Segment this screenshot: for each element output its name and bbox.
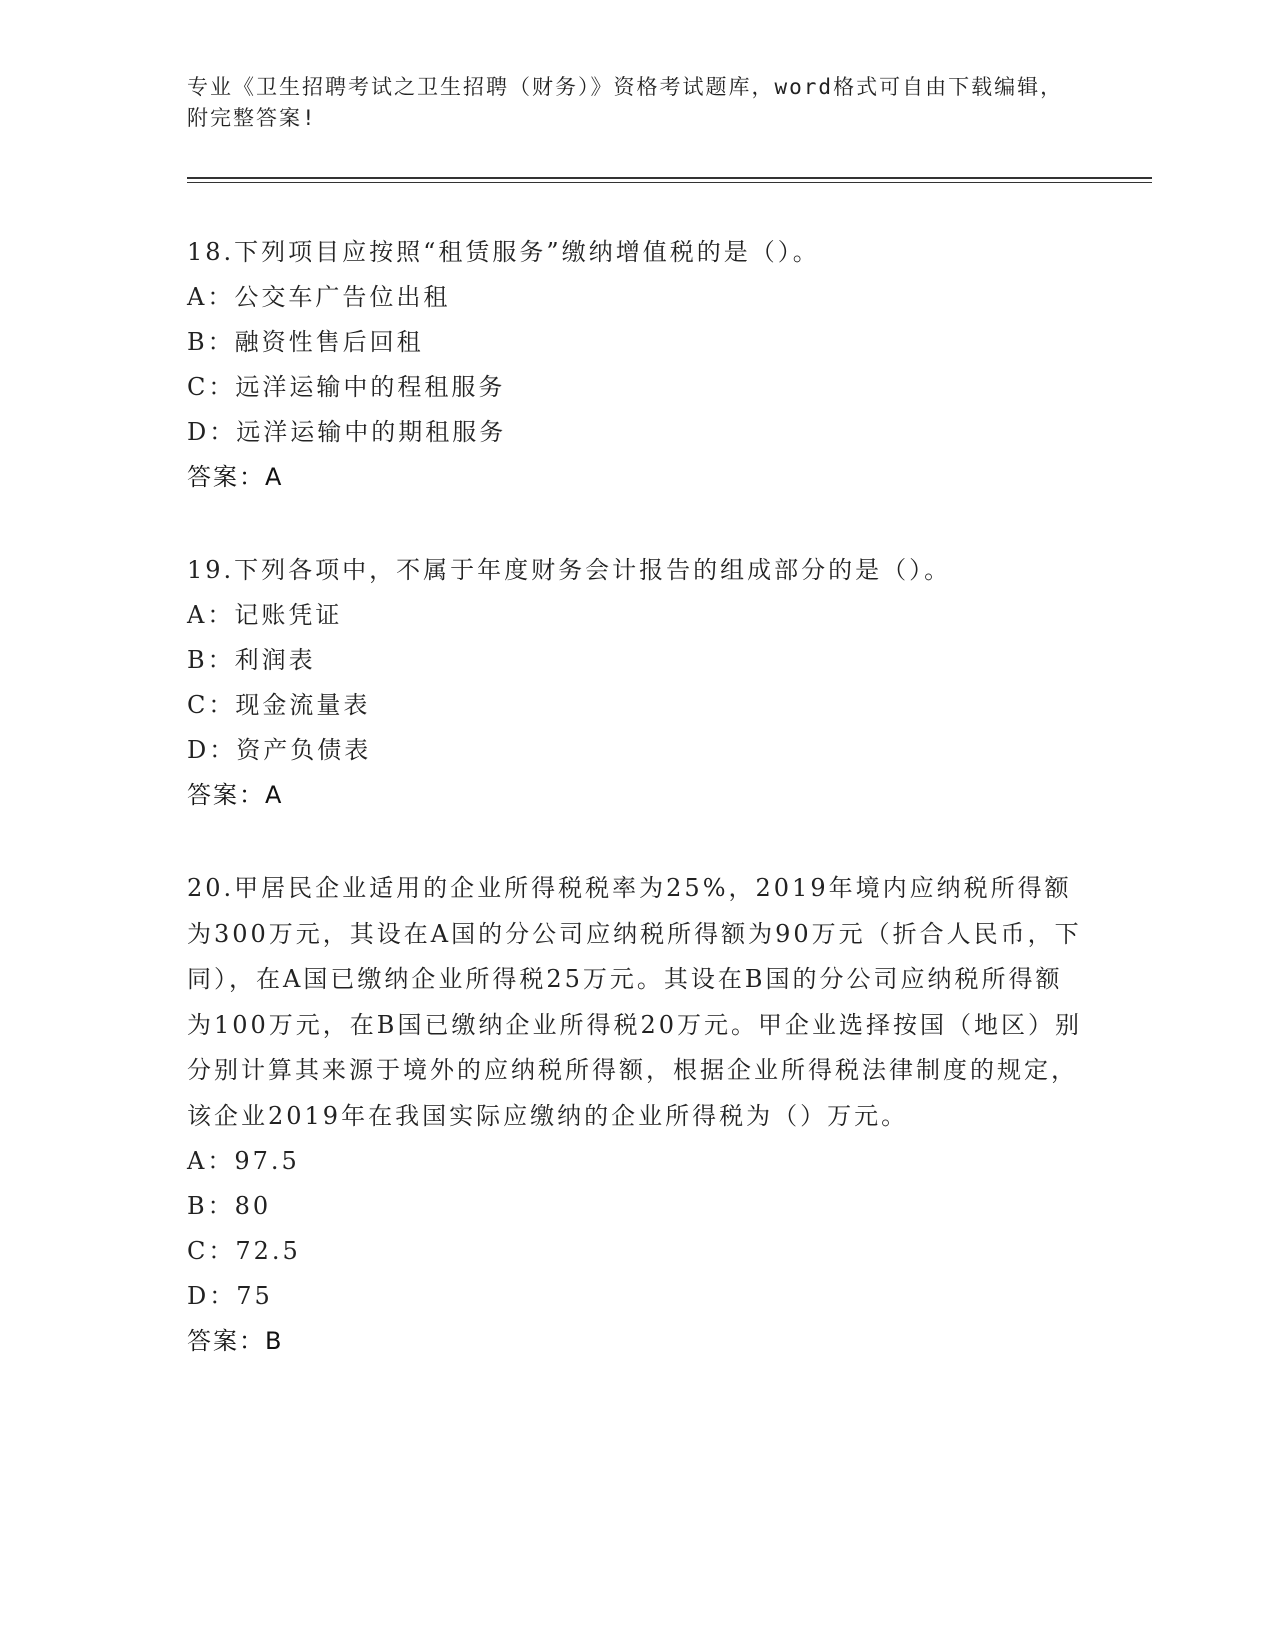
- question-18: [187, 230, 1087, 500]
- question-stem: 20.甲居民企业适用的企业所得税税率为25%，2019年境内应纳税所得额为300万元，其设在A国的分公司应纳税所得额为90万元（折合人民币，下同），在A国已缴纳企业所得税25万元。其设在B国的分公司应纳税所得额为100万元，在B国已缴纳企业所得税20万元。甲企业选择按国（地区）别分别计算其来源于境外的应纳税所得额，根据企业所得税法律制度的规定，该企业2019年在我国实际应缴纳的企业所得税为（）万元。: [187, 874, 1082, 1130]
- document-header: 专业《卫生招聘考试之卫生招聘（财务）》资格考试题库，word格式可自由下载编辑，附完整答案!: [187, 75, 1064, 130]
- option-b: B：利润表: [187, 646, 316, 674]
- option-d: D：75: [187, 1282, 273, 1310]
- answer: 答案：A: [187, 781, 284, 809]
- answer: 答案：B: [187, 1327, 284, 1355]
- option-c: C：现金流量表: [187, 691, 371, 719]
- option-c: C：72.5: [187, 1237, 301, 1265]
- option-b: B：80: [187, 1192, 272, 1220]
- answer: 答案：A: [187, 463, 284, 491]
- header-rule-thin: [187, 182, 1152, 183]
- option-a: A：记账凭证: [187, 601, 343, 629]
- option-a: A：公交车广告位出租: [187, 283, 451, 311]
- option-b: B：融资性售后回租: [187, 328, 424, 356]
- question-20: [187, 866, 1087, 1364]
- question-stem: 18.下列项目应按照“租赁服务”缴纳增值税的是（）。: [187, 238, 820, 266]
- question-19: [187, 548, 1087, 818]
- option-c: C：远洋运输中的程租服务: [187, 373, 506, 401]
- option-d: D：远洋运输中的期租服务: [187, 418, 507, 446]
- option-a: A：97.5: [187, 1147, 300, 1175]
- header-rule-thick: [187, 177, 1152, 179]
- question-stem: 19.下列各项中，不属于年度财务会计报告的组成部分的是（）。: [187, 556, 952, 584]
- question-list: [187, 230, 1087, 1412]
- option-d: D：资产负债表: [187, 736, 372, 764]
